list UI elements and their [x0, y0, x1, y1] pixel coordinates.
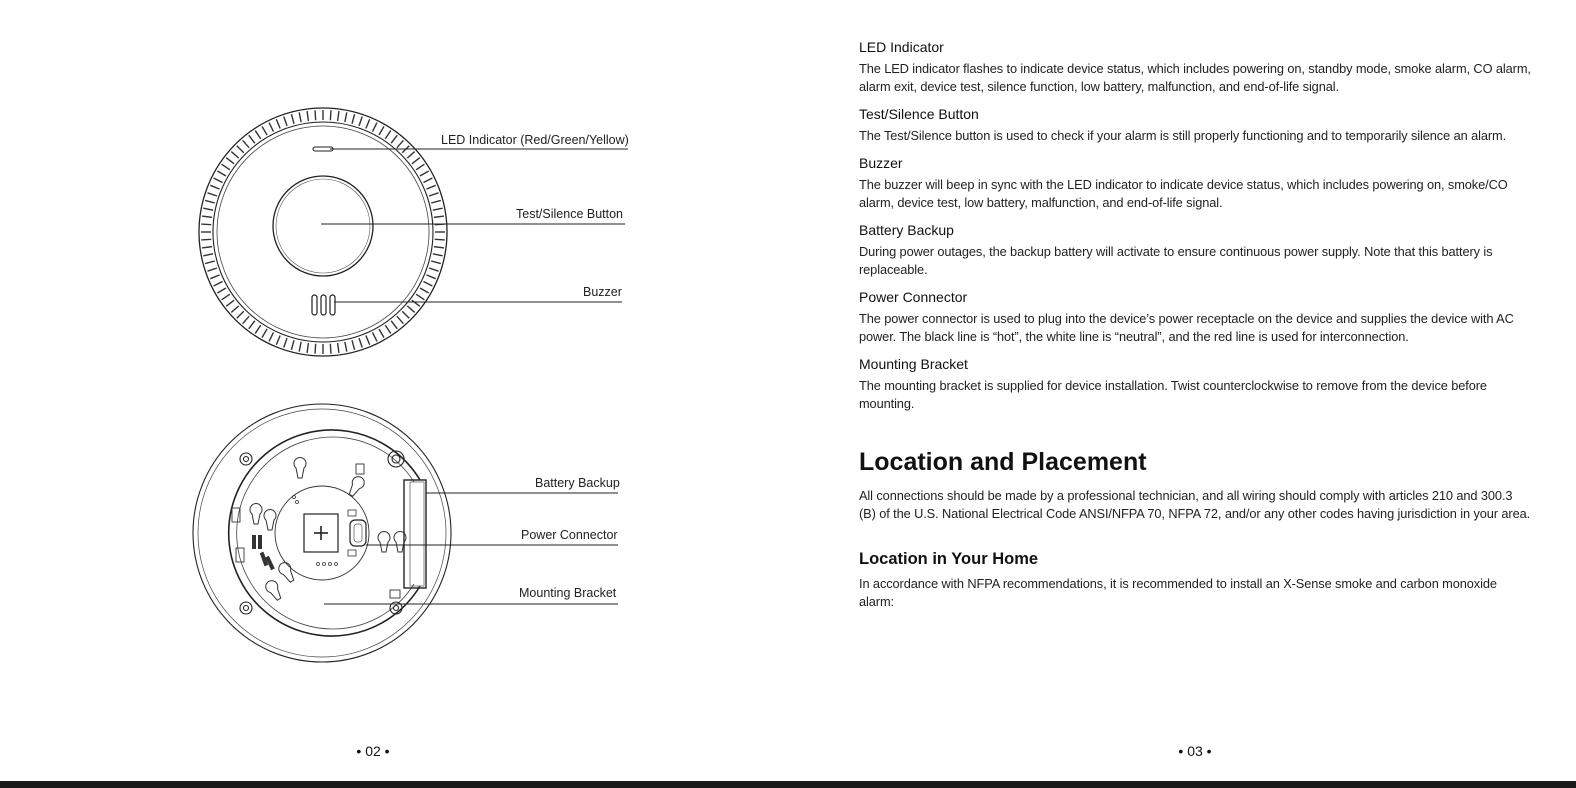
section-title: Test/Silence Button — [859, 106, 979, 122]
vent-slot — [420, 288, 429, 293]
callout-mounting-bracket: Mounting Bracket — [519, 586, 617, 600]
vent-slot — [226, 158, 234, 164]
right-page-content — [859, 38, 1531, 611]
component-descriptions — [859, 38, 1531, 413]
vent-slot — [416, 294, 424, 300]
vent-slot — [391, 321, 397, 329]
location-placement-text: All connections should be made by a professional technician, and all wiring should comply with articles 210 and 300.3 (B) of the U.S. National Electrical Code ANSI/NFPA 70, NFPA 72, and/or any other codes having jurisdiction in your area. — [859, 488, 1531, 521]
section-text: The Test/Silence button is used to check if your alarm is still properly functioning and to temporarily silence an alarm. — [859, 128, 1507, 143]
vent-slot — [426, 275, 435, 279]
vent-slot — [435, 239, 445, 240]
section-text: The buzzer will beep in sync with the LED indicator to indicate device status, which includes powering on, smoke/CO alarm, device test, low battery, malfunction, and end-of-life signal. — [859, 177, 1508, 210]
description-section — [859, 288, 1531, 346]
vent-slot — [345, 342, 347, 352]
vent-slot — [416, 164, 424, 170]
vent-slot — [338, 111, 339, 121]
vent-slot — [431, 261, 441, 264]
vent-slot — [243, 316, 250, 324]
vent-slot — [407, 152, 415, 159]
vent-slot — [203, 254, 213, 256]
vent-slot — [284, 116, 287, 125]
bottom-rule — [0, 781, 1576, 788]
vent-slot — [217, 288, 226, 293]
vent-slot — [249, 321, 255, 329]
section-text: The power connector is used to plug into the device’s power receptacle on the device and supplies the device with AC power. The black line is “hot”, the white line is “neutral”, and the red line is used for interconnection. — [859, 311, 1514, 344]
vent-slot — [222, 294, 230, 300]
vent-slot — [237, 146, 244, 153]
right-page — [788, 0, 1576, 788]
vent-slot — [397, 316, 404, 324]
vent-slot — [307, 343, 308, 353]
vent-slot — [426, 185, 435, 189]
callout-buzzer: Buzzer — [583, 285, 622, 299]
vent-slot — [359, 338, 362, 347]
vent-slot — [366, 335, 370, 344]
location-home-text: In accordance with NFPA recommendations, it is recommended to install an X-Sense smoke and carbon monoxide alarm: — [859, 576, 1497, 609]
vent-slot — [214, 282, 223, 286]
vent-slot — [429, 193, 438, 196]
vent-slot — [202, 216, 212, 217]
page-number-right: • 03 • — [1178, 743, 1212, 759]
vent-slot — [276, 335, 280, 344]
vent-slot — [379, 329, 384, 338]
vent-slot — [402, 311, 409, 318]
vent-slot — [338, 343, 339, 353]
vent-slot — [210, 185, 219, 189]
vent-slot — [222, 164, 230, 170]
vent-slot — [397, 140, 404, 148]
vent-slot — [291, 340, 294, 350]
vent-slot — [269, 332, 273, 341]
vent-slot — [431, 200, 441, 203]
vent-slot — [345, 112, 347, 122]
vent-slot — [255, 325, 261, 333]
vent-slot — [262, 126, 267, 135]
section-text: The LED indicator flashes to indicate device status, which includes powering on, standby mode, smoke alarm, CO alarm, alarm exit, device test, silence function, low battery, malfunction, and end-of-life signal. — [859, 61, 1531, 94]
vent-slot — [217, 171, 226, 176]
vent-slot — [201, 239, 211, 240]
vent-slot — [423, 178, 432, 182]
vent-slot — [352, 114, 355, 124]
location-home-heading: Location in Your Home — [859, 550, 1039, 568]
callout-power-connector: Power Connector — [521, 528, 618, 542]
vent-slot — [269, 123, 273, 132]
callout-led-indicator: LED Indicator (Red/Green/Yellow) — [441, 133, 629, 147]
vent-slot — [373, 123, 377, 132]
callout-test-silence-button: Test/Silence Button — [516, 207, 624, 221]
vent-slot — [202, 247, 212, 248]
location-placement-heading: Location and Placement — [859, 448, 1147, 476]
vent-slot — [429, 268, 438, 271]
vent-slot — [385, 325, 391, 333]
description-section — [859, 105, 1531, 145]
vent-slot — [315, 344, 316, 354]
vent-slot — [205, 200, 215, 203]
description-section — [859, 38, 1531, 96]
vent-slot — [207, 193, 216, 196]
vent-slot — [231, 306, 239, 313]
callout-battery-backup: Battery Backup — [535, 476, 620, 490]
vent-slot — [433, 208, 443, 210]
vent-slot — [423, 282, 432, 286]
description-section — [859, 154, 1531, 212]
section-title: Mounting Bracket — [859, 356, 968, 372]
vent-slot — [434, 247, 444, 248]
vent-slot — [231, 152, 239, 159]
vent-slot — [433, 254, 443, 256]
vent-slot — [284, 338, 287, 347]
section-text: During power outages, the backup battery will activate to ensure continuous power supply. Note that this battery is replaceable. — [859, 244, 1493, 277]
vent-slot — [330, 110, 331, 120]
vent-slot — [315, 110, 316, 120]
vent-slot — [420, 171, 429, 176]
vent-slot — [379, 126, 384, 135]
vent-slot — [412, 158, 420, 164]
vent-slot — [207, 268, 216, 271]
description-section — [859, 355, 1531, 413]
vent-slot — [307, 111, 308, 121]
vent-slot — [373, 332, 377, 341]
vent-slot — [291, 114, 294, 124]
vent-slot — [210, 275, 219, 279]
vent-slot — [366, 119, 370, 128]
vent-slot — [249, 135, 255, 143]
vent-slot — [276, 119, 280, 128]
vent-slot — [385, 131, 391, 139]
vent-slot — [359, 116, 362, 125]
section-title: Battery Backup — [859, 222, 954, 238]
vent-slot — [203, 208, 213, 210]
section-title: LED Indicator — [859, 39, 944, 55]
vent-slot — [407, 306, 415, 313]
vent-slot — [299, 112, 301, 122]
vent-slot — [434, 216, 444, 217]
vent-slot — [412, 300, 420, 306]
vent-slot — [237, 311, 244, 318]
vent-slot — [255, 131, 261, 139]
section-text: The mounting bracket is supplied for device installation. Twist counterclockwise to remove from the device before mounting. — [859, 378, 1487, 411]
vent-slot — [299, 342, 301, 352]
vent-slot — [205, 261, 215, 264]
vent-slot — [201, 224, 211, 225]
vent-slot — [391, 135, 397, 143]
vent-slot — [243, 140, 250, 148]
section-title: Buzzer — [859, 155, 903, 171]
vent-slot — [214, 178, 223, 182]
vent-slot — [262, 329, 267, 338]
vent-slot — [330, 344, 331, 354]
page-number-left: • 02 • — [356, 743, 390, 759]
vent-slot — [226, 300, 234, 306]
vent-slot — [352, 340, 355, 350]
description-section — [859, 221, 1531, 279]
section-title: Power Connector — [859, 289, 968, 305]
